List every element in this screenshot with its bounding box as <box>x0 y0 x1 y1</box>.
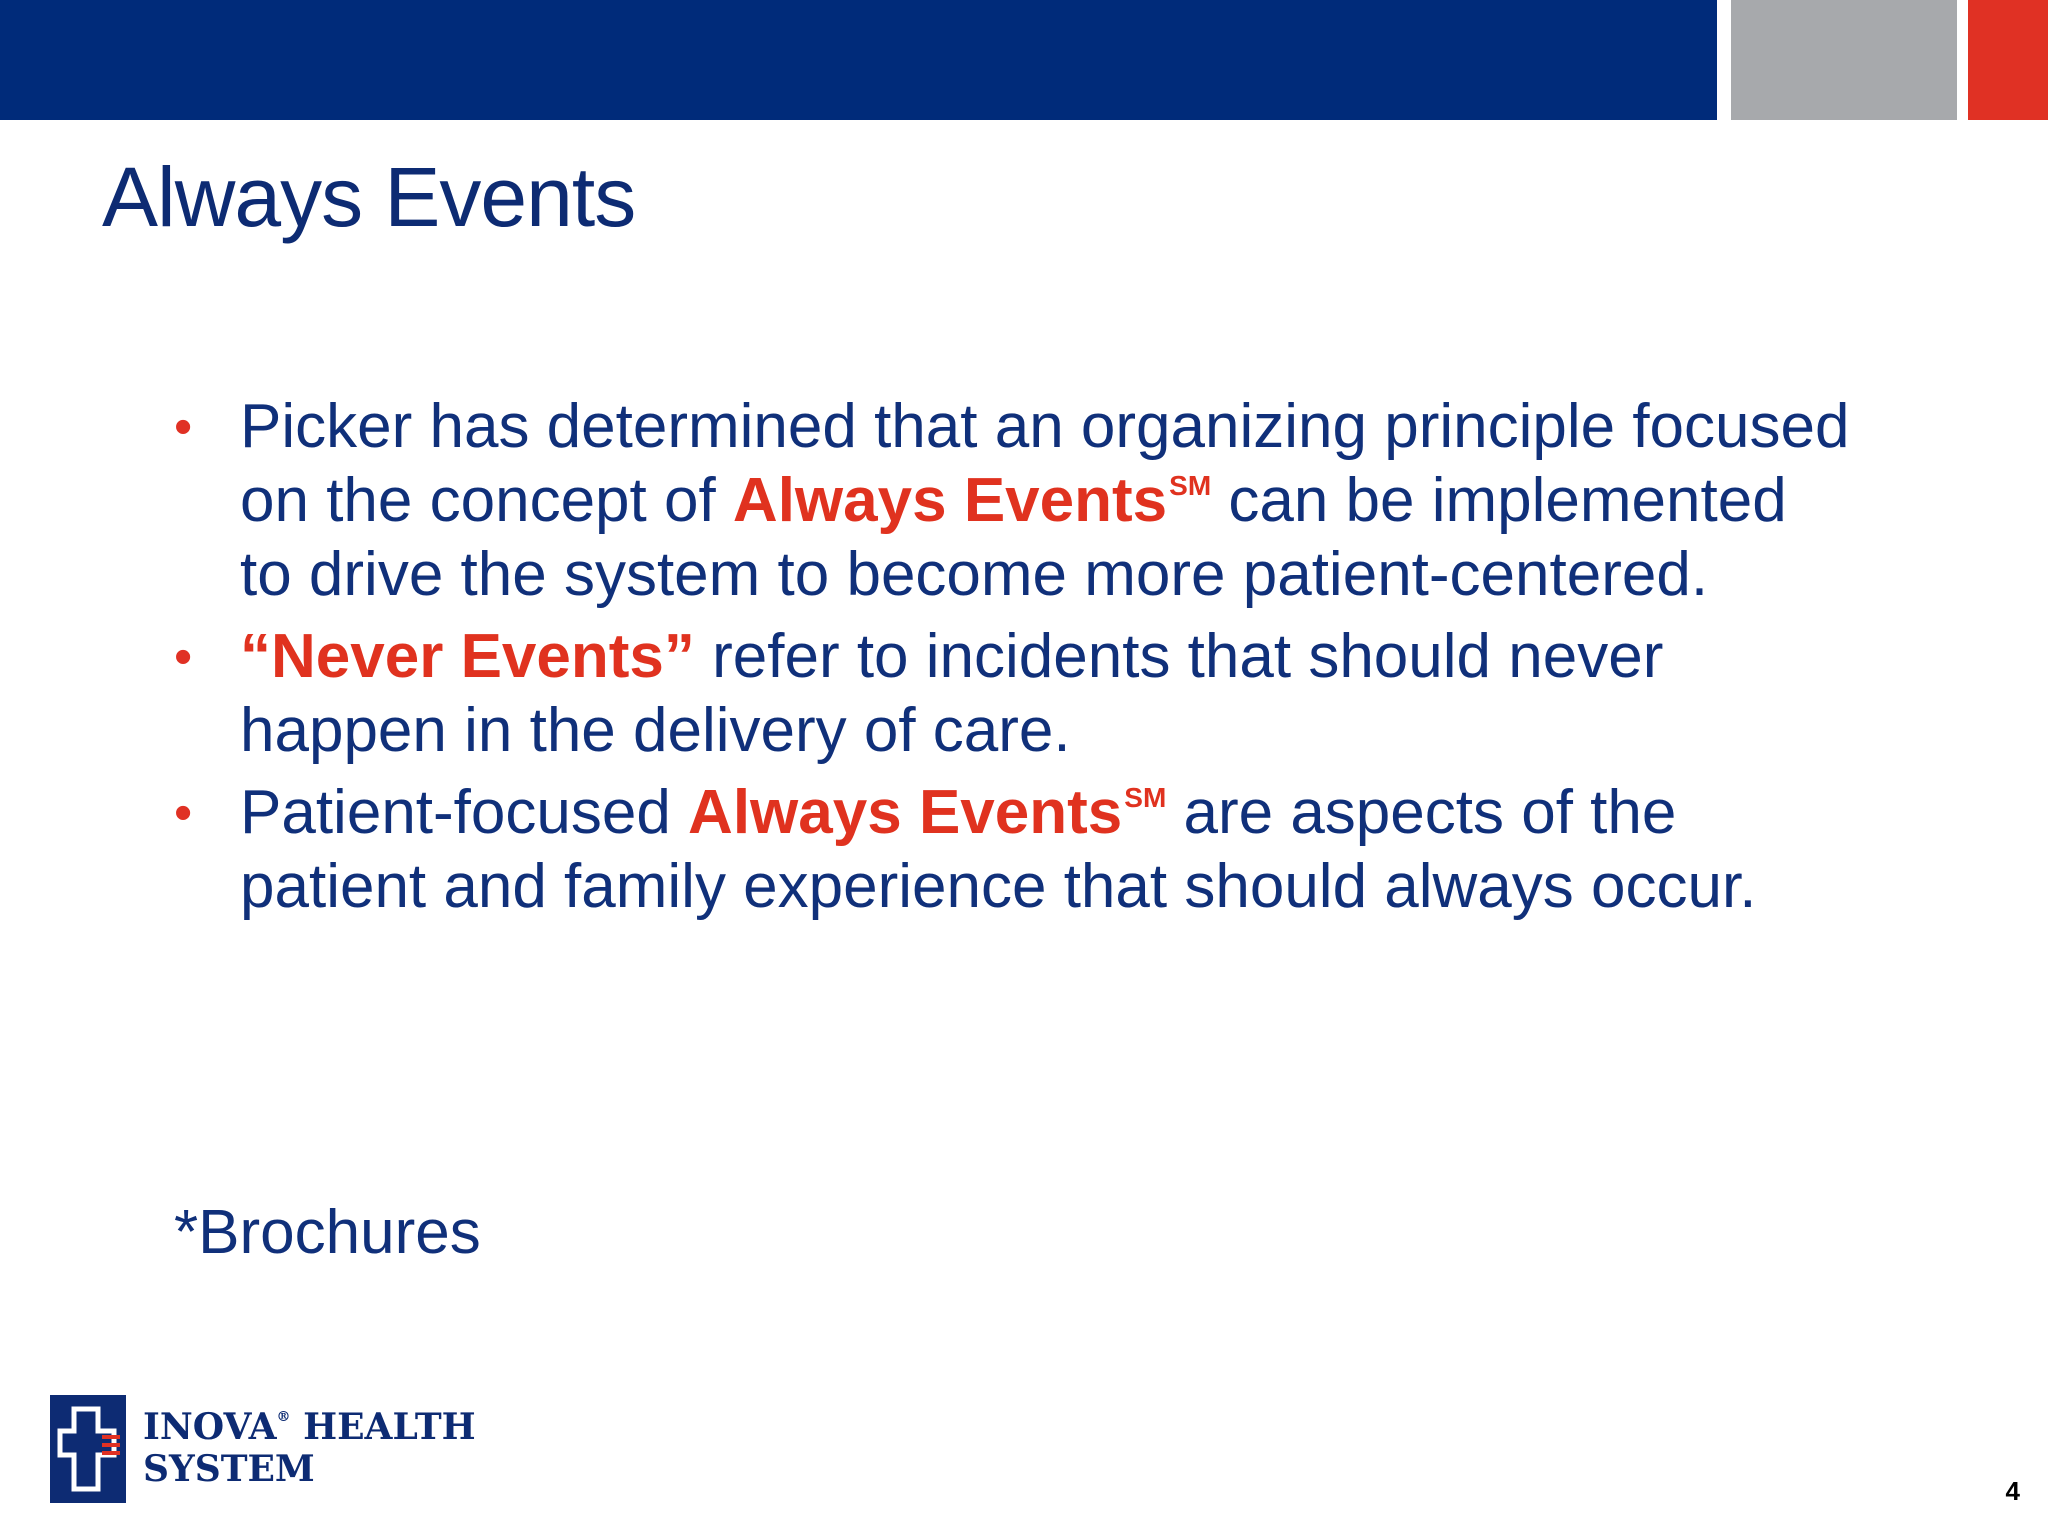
inova-cross-icon <box>50 1395 126 1503</box>
slide-title: Always Events <box>102 150 636 244</box>
bullet-text: Picker has determined that an organizing principle focused on the concept of <box>240 392 1850 535</box>
bullet-dot-icon: • <box>174 398 193 456</box>
bullet-list <box>174 390 1854 932</box>
bullet-dot-icon: • <box>174 628 193 686</box>
service-mark: SM <box>1169 470 1212 501</box>
header-bar-blue <box>0 0 1717 120</box>
inova-logo <box>50 1395 476 1505</box>
bullet-item <box>174 620 1854 768</box>
bullet-text: Patient-focused <box>240 778 689 847</box>
bullet-text: can be implemented to drive the system to become more patient-centered. <box>240 466 1787 609</box>
bullet-item <box>174 776 1854 924</box>
registered-mark: ® <box>276 1409 291 1425</box>
header-bar-red <box>1968 0 2048 120</box>
logo-text-line-2: SYSTEM <box>143 1448 315 1490</box>
page-number: 4 <box>2005 1476 2020 1506</box>
bullet-text: are aspects of the patient and family experience that should always occur. <box>240 778 1757 921</box>
header-bar-gray <box>1731 0 1957 120</box>
bullet-text: refer to incidents that should never happen in the delivery of care. <box>240 622 1664 765</box>
brochures-note: *Brochures <box>174 1198 481 1267</box>
bullet-emphasis: Always Events <box>732 466 1168 535</box>
logo-text-line-1 <box>143 1407 476 1447</box>
logo-health: HEALTH <box>290 1406 476 1448</box>
bullet-item <box>174 390 1854 612</box>
bullet-emphasis: Always Events <box>688 778 1123 847</box>
bullet-emphasis: “Never Events” <box>240 622 695 691</box>
service-mark: SM <box>1124 782 1167 813</box>
logo-inova: INOVA <box>143 1406 277 1448</box>
bullet-dot-icon: • <box>174 784 193 842</box>
